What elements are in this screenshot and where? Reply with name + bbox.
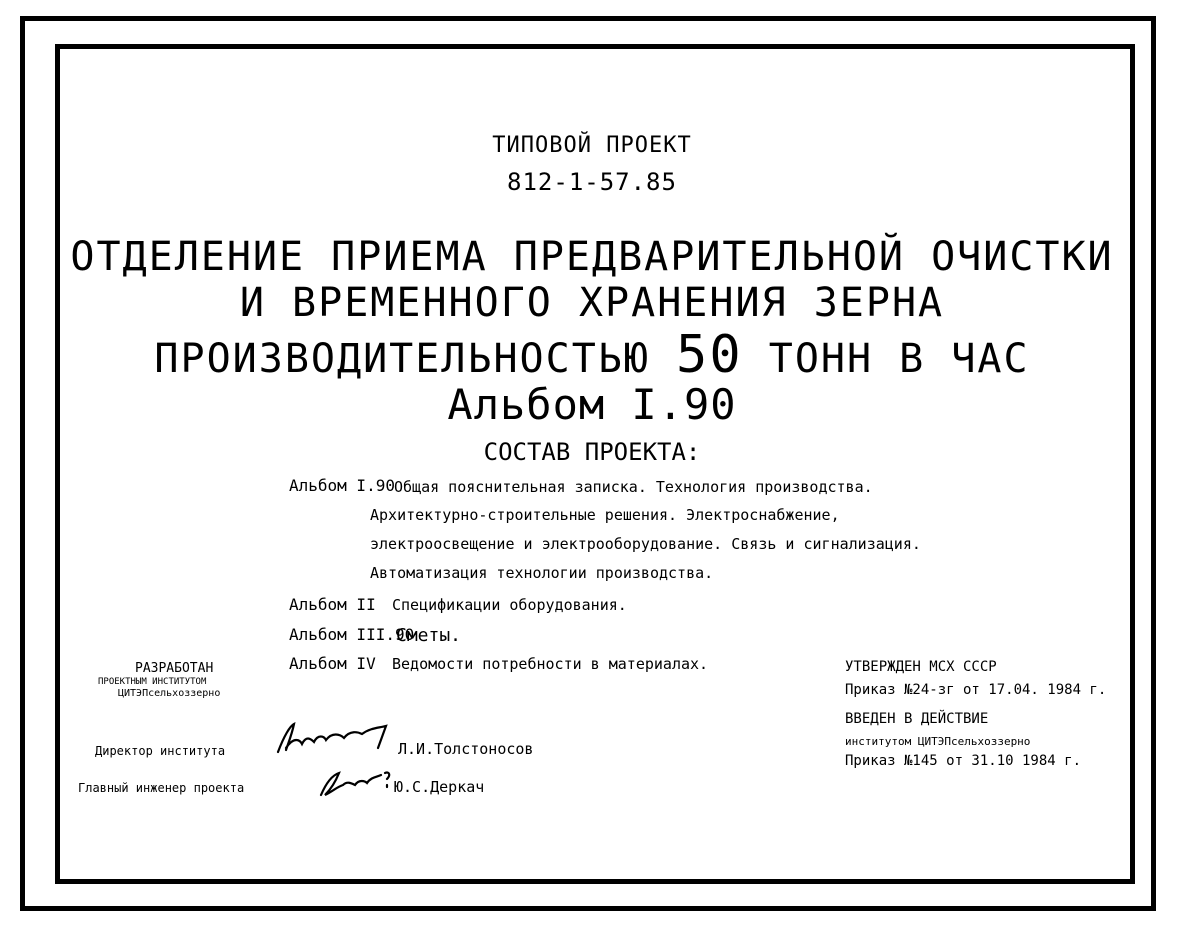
capacity-value: 50: [676, 325, 743, 385]
album-1-label: Альбом I.90: [289, 476, 395, 495]
album-title: Альбом I.90: [447, 380, 737, 429]
title-line-1: ОТДЕЛЕНИЕ ПРИЕМА ПРЕДВАРИТЕЛЬНОЙ ОЧИСТКИ: [70, 234, 1114, 280]
album-1-line-3: электроосвещение и электрооборудование. Связь и сигнализация.: [370, 535, 921, 553]
introduction-heading: ВВЕДЕН В ДЕЙСТВИЕ: [845, 711, 989, 727]
composition-heading: СОСТАВ ПРОЕКТА:: [483, 438, 701, 466]
director-role: Директор института: [95, 744, 226, 758]
album-4-line-1: Ведомости потребности в материалах.: [392, 655, 709, 673]
album-3-line-1: Сметы.: [396, 625, 462, 646]
album-1-line-2: Архитектурно-строительные решения. Электроснабжение,: [370, 506, 840, 524]
approval-order: Приказ №24-зг от 17.04. 1984 г.: [845, 682, 1107, 698]
album-3-label: Альбом III.90: [289, 625, 415, 644]
album-1-line-4: Автоматизация технологии производства.: [370, 564, 714, 582]
approval-heading: УТВЕРЖДЕН МСХ СССР: [845, 659, 997, 675]
album-2-line-1: Спецификации оборудования.: [392, 596, 627, 614]
album-1-line-1: Общая пояснительная записка. Технология производства.: [394, 478, 873, 496]
engineer-signature: [315, 765, 395, 801]
title-line-3: [0, 325, 1184, 385]
album-2-label: Альбом II: [289, 595, 376, 614]
engineer-role: Главный инженер проекта: [78, 781, 245, 795]
introduction-org: институтом ЦИТЭПсельхоззерно: [845, 735, 1031, 748]
project-number: 812-1-57.85: [507, 168, 677, 196]
developer-org-line-2: ЦИТЭПсельхоззерно: [118, 688, 221, 699]
engineer-name: Ю.С.Деркач: [394, 778, 485, 796]
developer-org-line-1: ПРОЕКТНЫМ ИНСТИТУТОМ: [98, 677, 207, 687]
project-series: ТИПОВОЙ ПРОЕКТ: [492, 133, 692, 158]
album-4-label: Альбом IV: [289, 654, 376, 673]
developer-heading: РАЗРАБОТАН: [135, 661, 214, 676]
title-line-3-pre: ПРОИЗВОДИТЕЛЬНОСТЬЮ: [154, 336, 677, 382]
director-name: Л.И.Толстоносов: [398, 740, 534, 758]
director-signature: [270, 718, 395, 758]
title-line-3-post: ТОНН В ЧАС: [742, 336, 1030, 382]
title-line-2: И ВРЕМЕННОГО ХРАНЕНИЯ ЗЕРНА: [239, 280, 945, 326]
introduction-order: Приказ №145 от 31.10 1984 г.: [845, 753, 1082, 769]
